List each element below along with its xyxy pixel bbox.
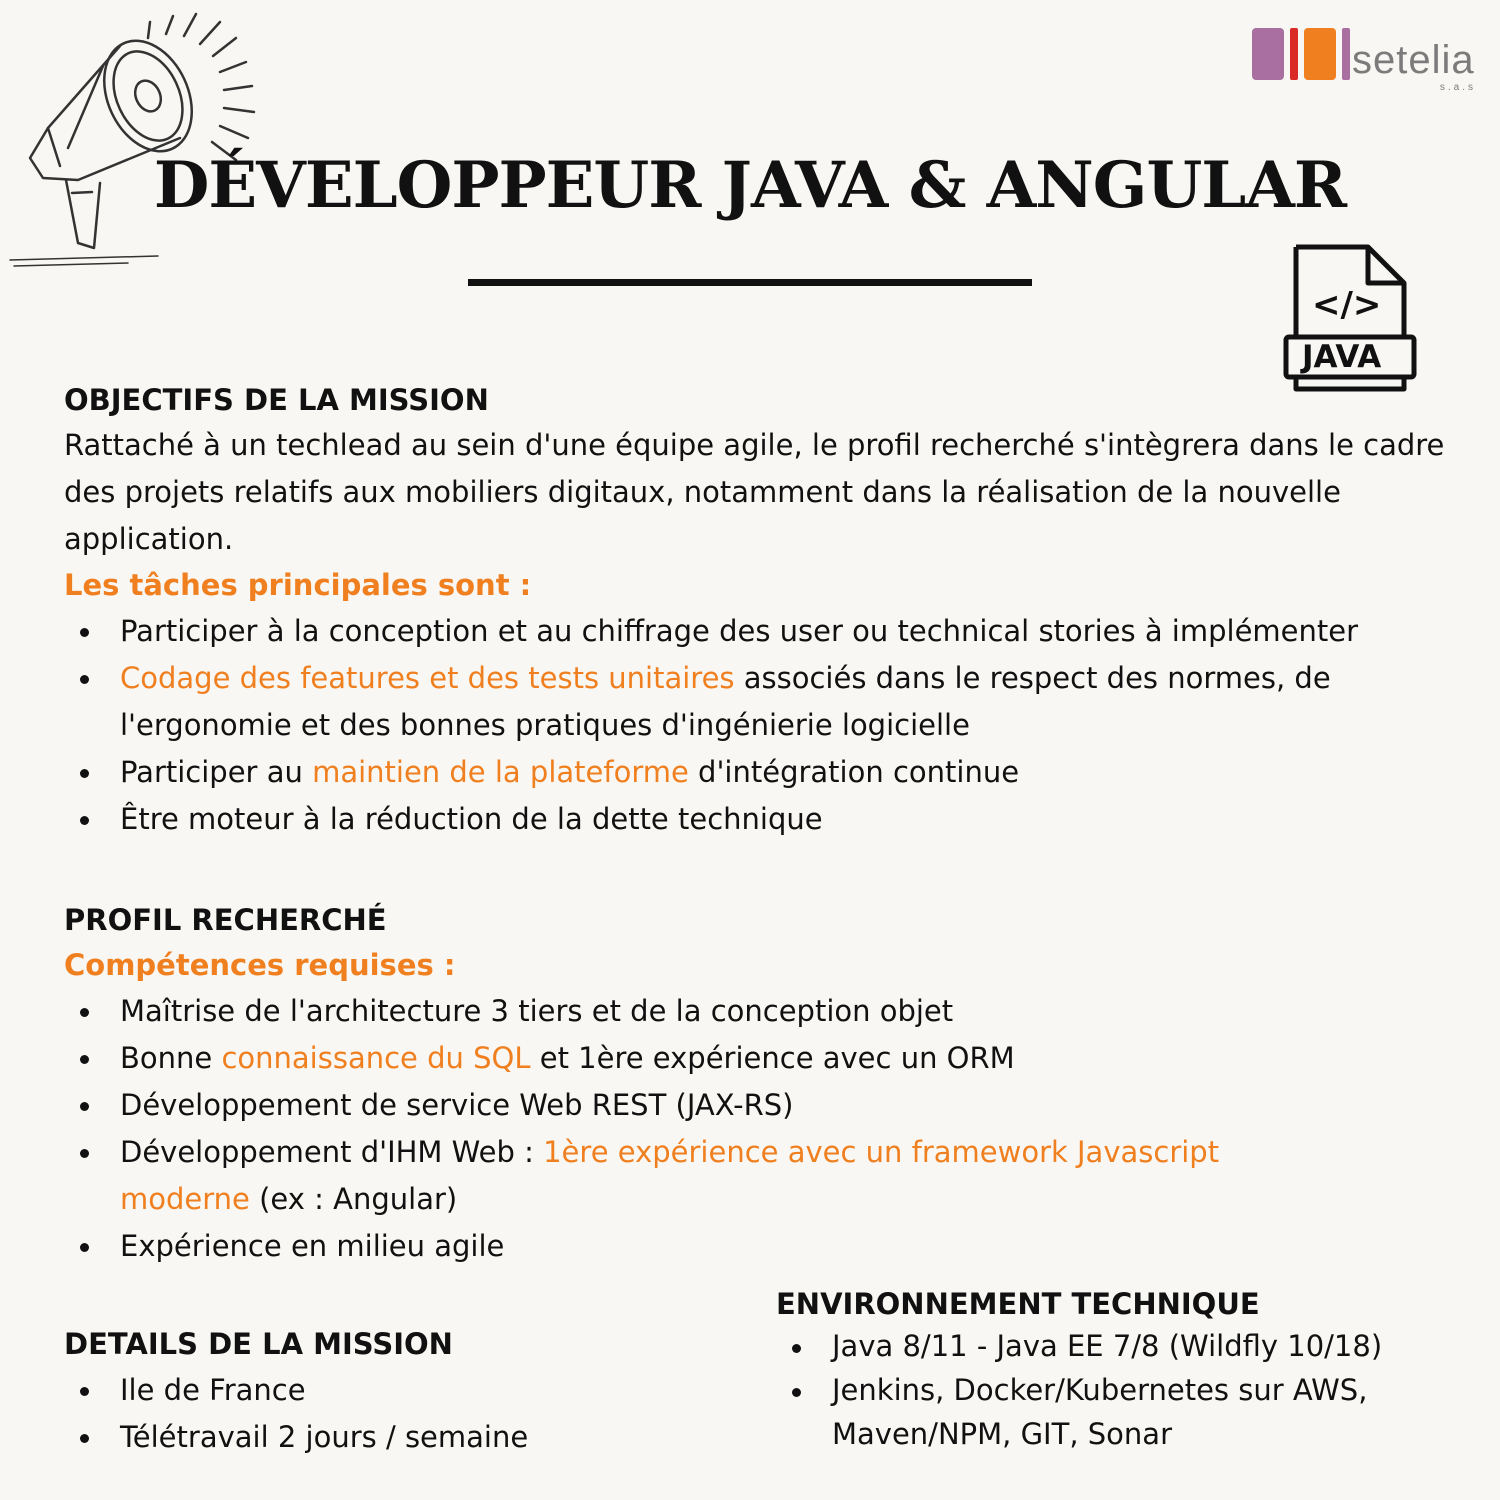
- list-item: Java 8/11 - Java EE 7/8 (Wildfly 10/18): [776, 1324, 1456, 1368]
- details-section: [64, 1324, 724, 1461]
- list-item: Développement de service Web REST (JAX-RS): [64, 1082, 1464, 1129]
- list-item: Jenkins, Docker/Kubernetes sur AWS, Maven/NPM, GIT, Sonar: [776, 1368, 1412, 1456]
- java-label: JAVA: [1302, 339, 1382, 375]
- list-item: Expérience en milieu agile: [64, 1223, 1464, 1270]
- mission-heading: OBJECTIFS DE LA MISSION: [64, 383, 489, 417]
- mission-intro: Rattaché à un techlead au sein d'une équipe agile, le profil recherché s'intègrera dans le cadre des projets relatifs aux mobiliers digitaux, notamment dans la réalisation de la nouvelle application.: [64, 428, 1445, 556]
- profile-heading: PROFIL RECHERCHÉ: [64, 903, 387, 937]
- java-code-glyph: </>: [1312, 285, 1382, 325]
- megaphone-icon: [8, 8, 268, 273]
- logo-wordmark: setelia: [1352, 38, 1475, 82]
- list-item: Ile de France: [64, 1367, 724, 1414]
- list-item: Développement d'IHM Web : 1ère expérience avec un framework Javascript moderne (ex : Angular): [64, 1129, 1300, 1223]
- profile-section: [64, 900, 1464, 1270]
- java-file-icon: [1282, 243, 1420, 398]
- mission-section: [64, 380, 1464, 843]
- list-item: Codage des features et des tests unitaires associés dans le respect des normes, de l'ergonomie et des bonnes pratiques d'ingénierie logicielle: [64, 655, 1464, 749]
- list-item: Participer à la conception et au chiffrage des user ou technical stories à implémenter: [64, 608, 1464, 655]
- list-item: Être moteur à la réduction de la dette technique: [64, 796, 1464, 843]
- list-item: Télétravail 2 jours / semaine: [64, 1414, 724, 1461]
- page-title: DÉVELOPPEUR JAVA & ANGULAR: [153, 148, 1347, 223]
- tasks-heading: Les tâches principales sont :: [64, 568, 532, 602]
- title-divider: [468, 279, 1032, 286]
- list-item: Bonne connaissance du SQL et 1ère expérience avec un ORM: [64, 1035, 1464, 1082]
- logo-suffix: s.a.s: [1439, 82, 1476, 93]
- skills-heading: Compétences requises :: [64, 948, 456, 982]
- list-item: Maîtrise de l'architecture 3 tiers et de la conception objet: [64, 988, 1464, 1035]
- setelia-logo: [1250, 24, 1480, 94]
- list-item: Participer au maintien de la plateforme d'intégration continue: [64, 749, 1464, 796]
- environment-heading: ENVIRONNEMENT TECHNIQUE: [776, 1287, 1260, 1321]
- environment-list: [776, 1324, 1456, 1456]
- tasks-list: [64, 608, 1464, 843]
- details-heading: DETAILS DE LA MISSION: [64, 1327, 453, 1361]
- details-list: [64, 1367, 724, 1461]
- environment-section: [776, 1284, 1456, 1456]
- skills-list: [64, 988, 1464, 1270]
